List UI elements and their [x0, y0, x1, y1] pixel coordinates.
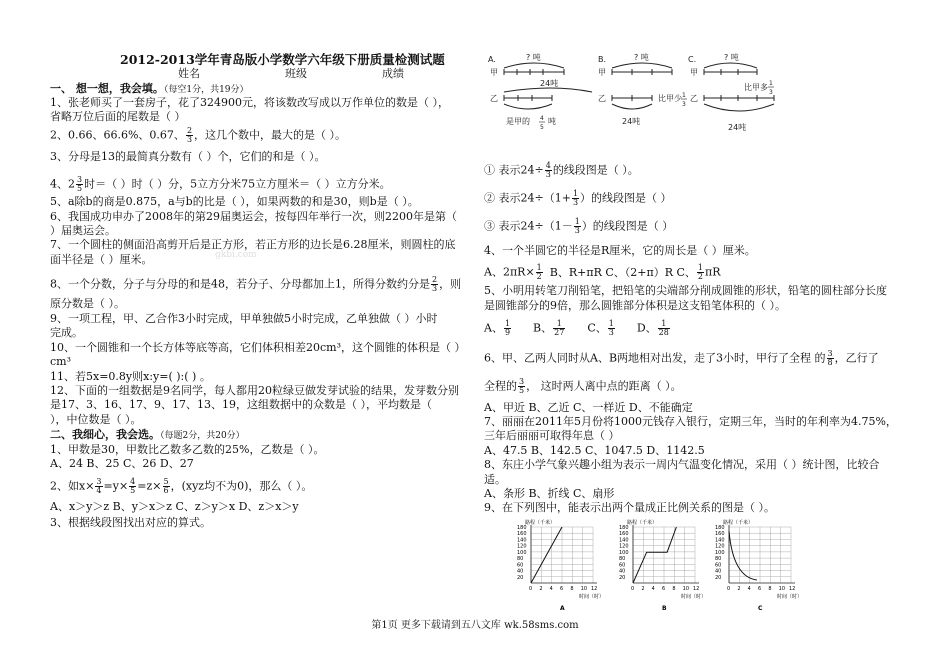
- graph-xtick: 4: [651, 586, 655, 592]
- graph-xtick: 6: [560, 586, 564, 592]
- graph-ytick: 140: [715, 537, 725, 544]
- graph-ytick: 120: [715, 543, 725, 550]
- graph-ytick: 60: [619, 562, 626, 569]
- graph-ytick: 80: [715, 556, 722, 563]
- r-q5-options: [484, 320, 671, 337]
- r-q3-1b: 的线段图是（ ）。: [552, 163, 639, 177]
- score-field: 成绩: [382, 67, 404, 80]
- r-q8-options: A、条形 B、折线 C、扇形: [484, 487, 615, 500]
- graph-xtick: 12: [789, 586, 796, 592]
- section1-note: （每空1分，共19分）: [163, 85, 249, 95]
- fraction-two-thirds: $\frac{2}{3}$: [186, 126, 193, 144]
- s1-q10a: 10、一个圆锥和一个长方体等底等高，它们体积相差20cm³，这个圆锥的体积是（ ）: [50, 341, 466, 354]
- class-field: 班级: [285, 67, 307, 80]
- graph-xtick: 8: [768, 586, 772, 592]
- fraction-three-fifths: $\frac{3}{5}$: [77, 175, 83, 193]
- s2-q2d: ，(xyz均不为0)，那么（ ）。: [170, 479, 313, 493]
- graph-ytick: 160: [619, 531, 629, 538]
- graph-ytick: 120: [619, 543, 629, 550]
- svg-text:4: 4: [540, 115, 544, 122]
- watermark: gkbi.com: [215, 250, 257, 260]
- r-q8b: 适。: [484, 473, 506, 486]
- s1-q9b: 完成。: [50, 326, 83, 339]
- graph-ytick: 80: [517, 556, 524, 563]
- fraction-one-third-c: $\frac{1}{3}$: [608, 319, 614, 337]
- r-q3-3: [484, 218, 673, 235]
- section2-title: 二、我细心，我会选。: [50, 428, 160, 441]
- s1-q12a: 12、下面的一组数据是9名同学，每人都用20粒绿豆做发芽试验的结果，发芽数分别: [50, 384, 459, 397]
- graph-ytick: 100: [619, 549, 629, 556]
- s2-q1b: A、24 B、25 C、26 D、27: [50, 457, 194, 470]
- r-q9: 9、在下列图中，能表示出两个量成正比例关系的图是（ ）。: [484, 501, 775, 514]
- diagram-b-label: B.: [598, 55, 607, 64]
- graph-xtick: 6: [758, 586, 762, 592]
- r-q3-2: [484, 190, 672, 207]
- graph-ytick: 40: [715, 568, 722, 575]
- s1-q8c: 原分数是（ ）。: [50, 297, 125, 310]
- r-q5-optC: C、: [587, 321, 607, 335]
- diagram-b-q: ? 吨: [634, 53, 649, 62]
- svg-text:5: 5: [540, 124, 544, 131]
- graph-line-B: [633, 527, 676, 583]
- graph-xlabel-2: 时间（时）: [777, 594, 803, 600]
- r-q6d: ， 这时两人离中点的距离（ ）。: [526, 379, 682, 393]
- section2-heading: [50, 428, 245, 443]
- r-q5-optB: B、: [533, 321, 553, 335]
- graph-ylabel-1: 路程（千米）: [627, 520, 658, 526]
- fraction-four-thirds: $\frac{4}{3}$: [545, 161, 551, 179]
- diagram-a-label: A.: [488, 55, 496, 64]
- r-q7-options: A、47.5 B、142.5 C、1047.5 D、1142.5: [484, 444, 705, 457]
- r-q3-2a: ② 表示24÷（1+: [484, 191, 571, 205]
- diagram-a-q: ? 吨: [526, 53, 541, 62]
- graph-xtick: 8: [570, 586, 574, 592]
- graph-caption-0: A: [560, 605, 565, 612]
- r-q3-1a: ① 表示24÷: [484, 163, 544, 177]
- graph-xtick: 10: [580, 586, 588, 592]
- r-q4-optC: πR: [705, 265, 721, 279]
- graph-xlabel-0: 时间（时）: [579, 594, 605, 600]
- graph-xtick: 4: [549, 586, 553, 592]
- fraction-one-28: $\frac{1}{28}$: [658, 319, 669, 337]
- graph-xtick: 10: [778, 586, 786, 592]
- s1-q2: [50, 127, 346, 144]
- s2-q2: [50, 478, 312, 495]
- s1-q6b: ）届奥运会。: [50, 224, 116, 237]
- graph-caption-2: C: [758, 605, 763, 612]
- graph-ytick: 20: [619, 574, 626, 581]
- graph-ytick: 80: [619, 556, 626, 563]
- diagram-a-yi: 乙: [490, 94, 498, 103]
- diagram-a-ton: 吨: [548, 117, 556, 126]
- r-q6b: ，乙行了: [834, 351, 879, 365]
- s1-q10b: cm³: [50, 355, 72, 368]
- r-q4: 4、一个半圆它的半径是R厘米，它的周长是（ ）厘米。: [484, 244, 756, 257]
- r-q6-options: A、甲近 B、乙近 C、一样近 D、不能确定: [484, 401, 693, 414]
- graph-caption-1: B: [662, 605, 667, 612]
- r-q3-3b: ）的线段图是（ ）: [581, 219, 674, 233]
- graph-ytick: 140: [619, 537, 629, 544]
- s1-q6a: 6、我国成功申办了2008年的第29届奥运会，按每四年举行一次，则2200年是第（: [50, 210, 457, 223]
- svg-text:1: 1: [769, 80, 773, 87]
- diagram-b-total: 24吨: [622, 117, 641, 126]
- s1-q2a: 2、0.66、66.6%、0.67、: [50, 128, 185, 142]
- diagram-a-jia: 甲: [490, 68, 498, 77]
- diagram-c-q: ? 吨: [724, 53, 739, 62]
- graph-ytick: 180: [619, 525, 629, 531]
- fraction-one-half-b: $\frac{1}{2}$: [697, 263, 704, 281]
- graph-xtick: 12: [591, 586, 598, 592]
- graph-xlabel-1: 时间（时）: [681, 594, 707, 600]
- fraction-three-fourths: $\frac{3}{4}$: [96, 477, 102, 495]
- r-q3-2b: ）的线段图是（ ）: [580, 191, 672, 205]
- graph-ytick: 160: [715, 531, 725, 538]
- graph-ytick: 120: [517, 543, 527, 550]
- diagram-c-yi: 乙: [690, 94, 698, 103]
- graph-ylabel-0: 路程（千米）: [525, 520, 556, 526]
- name-field: 姓名: [178, 67, 200, 80]
- graph-ytick: 60: [517, 562, 524, 569]
- fraction-four-fifths: $\frac{4}{5}$: [130, 477, 136, 495]
- graph-xtick: 2: [539, 586, 543, 592]
- section2-note: （每题2分，共20分）: [160, 431, 245, 441]
- graph-xtick: 0: [529, 586, 533, 592]
- graph-ytick: 60: [715, 562, 722, 569]
- r-q8a: 8、东庄小学气象兴趣小组为表示一周内气温变化情况，采用（ ）统计图，比较合: [484, 458, 880, 471]
- diagram-c-total: 24吨: [728, 123, 747, 132]
- s1-q3: 3、分母是13的最简真分数有（ ）个，它们的和是（ ）。: [50, 150, 326, 163]
- s1-q4a: 4、2: [50, 177, 75, 191]
- graph-ytick: 40: [517, 568, 524, 575]
- s2-q2a: 2、如x×: [50, 479, 95, 493]
- s1-q12c: ），中位数是（ ）。: [50, 413, 142, 426]
- diagram-b-jia: 甲: [598, 68, 606, 77]
- section1-title: 一、 想一想，我会填。: [50, 82, 164, 95]
- graph-ytick: 100: [517, 549, 527, 556]
- fraction-one-ninth: $\frac{1}{9}$: [504, 319, 511, 337]
- r-q3-3a: ③ 表示24÷（1－: [484, 219, 573, 233]
- fraction-one-third-b: $\frac{1}{3}$: [574, 217, 580, 235]
- s1-q12b: 是17、3、16、17、9、17、13、19，这组数据中的众数是（ ），平均数是（: [50, 398, 432, 411]
- graph-xtick: 12: [693, 586, 700, 592]
- graph-ytick: 40: [619, 568, 626, 575]
- s1-q8b: ，则: [439, 277, 462, 291]
- fraction-three-fifths-b: $\frac{3}{5}$: [519, 377, 525, 395]
- r-q6-cont: [484, 378, 682, 395]
- r-q4-options: [484, 264, 721, 281]
- graph-xtick: 2: [641, 586, 645, 592]
- s1-q5: 5、a除b的商是0.875，a与b的比是（ ），如果两数的和是30，则b是（ ）。: [50, 195, 419, 208]
- section1-heading: [50, 82, 249, 97]
- graph-line-C: [729, 531, 757, 580]
- diagram-b-yi: 乙: [598, 94, 606, 103]
- s1-q4: [50, 176, 391, 193]
- fraction-two-thirds-b: $\frac{2}{3}$: [432, 275, 438, 293]
- segment-diagrams: [482, 52, 782, 140]
- r-q5a: 5、小明用转笔刀削铅笔，把铅笔的尖端部分削成圆锥的形状，铅笔的圆柱部分长度: [484, 284, 887, 297]
- r-q6c: 全程的: [484, 379, 517, 393]
- diagram-c-note: 比甲多: [744, 83, 768, 92]
- graph-xtick: 10: [682, 586, 690, 592]
- graph-xtick: 8: [672, 586, 676, 592]
- r-q6: [484, 350, 879, 367]
- graph-ytick: 160: [517, 531, 527, 538]
- fraction-one-half-a: $\frac{1}{2}$: [536, 263, 542, 281]
- diagram-c-label: C.: [688, 55, 697, 64]
- graph-ytick: 180: [715, 525, 725, 531]
- s2-q2e: A、x＞y＞z B、y＞x＞z C、z＞y＞x D、z＞x＞y: [50, 500, 299, 513]
- page-footer: 第1页 更多下载请到五八文库 wk.58sms.com: [371, 620, 579, 631]
- fraction-one-27: $\frac{1}{27}$: [554, 319, 565, 337]
- svg-text:3: 3: [682, 101, 686, 108]
- graph-line-A: [531, 527, 562, 583]
- graph-xtick: 6: [662, 586, 666, 592]
- r-q3-1: [484, 162, 639, 179]
- r-q5b: 是圆锥部分的9倍，那么圆锥部分体积是这支铅笔体积的（ ）。: [484, 299, 786, 312]
- svg-text:1: 1: [682, 92, 686, 99]
- s1-q1a: 1、张老师买了一套房子，花了324900元，将该数改写成以万作单位的数是（ ），: [50, 96, 449, 109]
- graph-ytick: 140: [517, 537, 527, 544]
- r-q7b: 三年后丽丽可取得年息（ ）: [484, 429, 620, 442]
- r-q4-optB: B、R+πR C、（2+π）R C、: [549, 265, 696, 279]
- s1-q8a: 8、一个分数，分子与分母的和是48，若分子、分母都加上1，所得分数约分是: [50, 277, 430, 291]
- graph-ytick: 180: [517, 525, 527, 531]
- q9-graphs: [505, 517, 815, 612]
- r-q4-optA: A、2πR×: [484, 265, 535, 279]
- s1-q7a: 7、一个圆柱的侧面沿高剪开后是正方形，若正方形的边长是6.28厘米，则圆柱的底: [50, 238, 456, 251]
- diagram-a-note: 是甲的: [506, 117, 530, 126]
- graph-ytick: 100: [715, 549, 725, 556]
- graph-xtick: 2: [737, 586, 741, 592]
- s2-q1a: 1、甲数是30，甲数比乙数多乙数的25%，乙数是（ ）。: [50, 443, 325, 456]
- page-title: 2012-2013学年青岛版小学数学六年级下册质量检测试题: [120, 52, 445, 67]
- diagram-a-total: 24吨: [540, 79, 559, 88]
- graph-ylabel-2: 路程（千米）: [723, 520, 754, 526]
- graph-ytick: 20: [517, 574, 524, 581]
- s2-q2c: =z×: [137, 479, 162, 493]
- r-q6a: 6、甲、乙两人同时从A、B两地相对出发，走了3小时，甲行了全程 的: [484, 351, 826, 365]
- s1-q11: 11、若5x=0.8y则x:y=( ):( ) 。: [50, 370, 211, 383]
- fraction-one-third-a: $\frac{1}{3}$: [572, 189, 579, 207]
- s1-q9a: 9、一项工程，甲、乙合作3小时完成，甲单独做5小时完成，乙单独做（ ）小时: [50, 312, 438, 325]
- s1-q2b: ，这几个数中，最大的是（ ）。: [194, 128, 347, 142]
- graph-xtick: 0: [727, 586, 731, 592]
- s1-q8: [50, 276, 461, 293]
- svg-text:3: 3: [769, 89, 773, 96]
- s1-q1b: 省略万位后面的尾数是（ ）: [50, 110, 186, 123]
- graph-xtick: 0: [631, 586, 635, 592]
- r-q7a: 7、丽丽在2011年5月份将1000元钱存入银行，定期三年，当时的年利率为4.75%，: [484, 415, 897, 428]
- s2-q3: 3、根据线段图找出对应的算式。: [50, 516, 211, 529]
- graph-ytick: 20: [715, 574, 722, 581]
- r-q5-optD: D、: [636, 321, 657, 335]
- s1-q7b: 面半径是（ ）厘米。: [50, 253, 153, 266]
- graph-xtick: 4: [747, 586, 751, 592]
- s1-q4b: 时＝（ ）时（ ）分，5立方分米75立方厘米＝（ ）立方分米。: [84, 177, 391, 191]
- diagram-c-jia: 甲: [690, 68, 698, 77]
- s2-q2b: =y×: [103, 479, 129, 493]
- fraction-three-eighths: $\frac{3}{8}$: [827, 349, 833, 367]
- diagram-b-note: 比甲少: [658, 94, 682, 103]
- fraction-five-sixths: $\frac{5}{6}$: [163, 477, 169, 495]
- r-q5-optA: A、: [484, 321, 503, 335]
